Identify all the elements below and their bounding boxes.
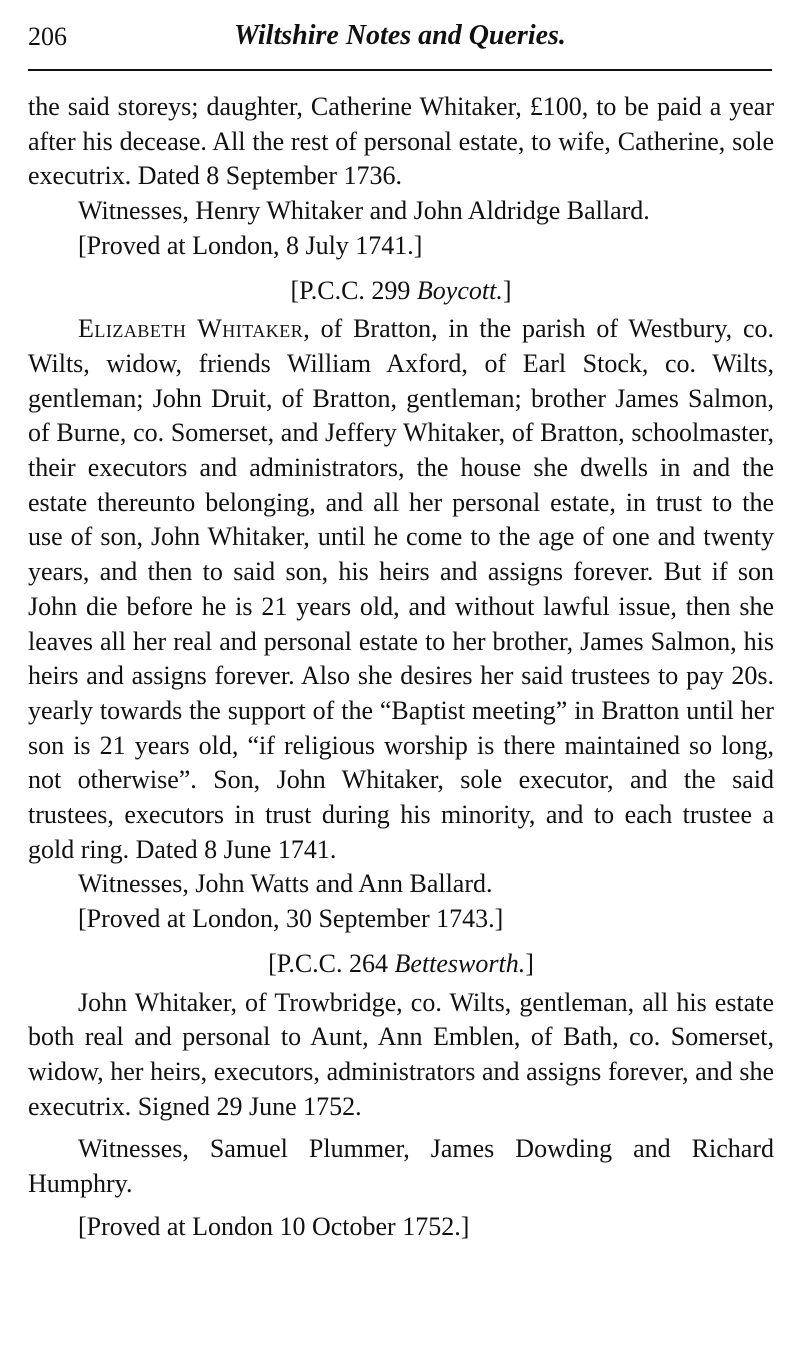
entry2-ref-name: Bettesworth. [394, 948, 526, 978]
page-body [28, 90, 774, 1245]
entry2-reference [28, 947, 774, 982]
header-rule [28, 69, 772, 71]
entry1-will-text [28, 312, 774, 867]
running-title: Wiltshire Notes and Queries. [234, 20, 566, 51]
continued-will-text: the said storeys; daughter, Catherine Whitaker, £100, to be paid a year after his decease. All the rest of personal estate, to wife, Catherine, sole executrix. Dated 8 September 1736. [28, 92, 774, 191]
page-header [28, 16, 772, 60]
entry2-witnesses: Witnesses, Samuel Plummer, James Dowding and Richard Humphry. [28, 1134, 774, 1199]
continued-proved: [Proved at London, 8 July 1741.] [78, 230, 423, 260]
entry2-ref-prefix: [P.C.C. 264 [268, 948, 389, 978]
entry1-ref-prefix: [P.C.C. 299 [290, 275, 411, 305]
entry1-ref-suffix: ] [502, 275, 512, 305]
entry1-reference [28, 274, 774, 309]
entry1-testator-name: Elizabeth Whitaker [78, 314, 304, 344]
entry2-proved: [Proved at London 10 October 1752.] [78, 1211, 470, 1241]
continued-witnesses: Witnesses, Henry Whitaker and John Aldridge Ballard. [78, 196, 650, 226]
entry1-proved: [Proved at London, 30 September 1743.] [78, 904, 504, 934]
page-number: 206 [28, 22, 67, 51]
entry2-will-text: John Whitaker, of Trowbridge, co. Wilts, gentleman, all his estate both real and personal to Aunt, Ann Emblen, of Bath, co. Somerset, widow, her heirs, executors, administrators and assigns forever, and she executrix. Signed 29 June 1752. [28, 987, 774, 1121]
entry1-witnesses: Witnesses, John Watts and Ann Ballard. [78, 869, 493, 899]
entry1-body: , of Bratton, in the parish of Westbury, co. Wilts, widow, friends William Axford, of Earl Stock, co. Wilts, gentleman; John Druit, of Bratton, gentleman; brother James Salmon, of Burne, co. Somerset, and Jeffery Whitaker, of Bratton, schoolmaster, their executors and administrators, the house she dwells in and the estate thereunto belonging, and all her personal estate, in trust to the use of son, John Whitaker, until he come to the age of one and twenty years, and then to said son, his heirs and assigns forever. But if son John die before he is 21 years old, and without lawful issue, then she leaves all her real and personal estate to her brother, James Salmon, his heirs and assigns forever. Also she desires her said trustees to pay 20s. yearly towards the support of the “Baptist meeting” in Bratton until her son is 21 years old, “if religious worship is there maintained so long, not otherwise”. Son, John Whitaker, sole executor, and the said trustees, executors in trust during his minority, and to each trustee a gold ring. Dated 8 June 1741. [28, 314, 774, 864]
entry1-ref-name: Boycott. [416, 275, 503, 305]
entry2-ref-suffix: ] [525, 948, 534, 978]
